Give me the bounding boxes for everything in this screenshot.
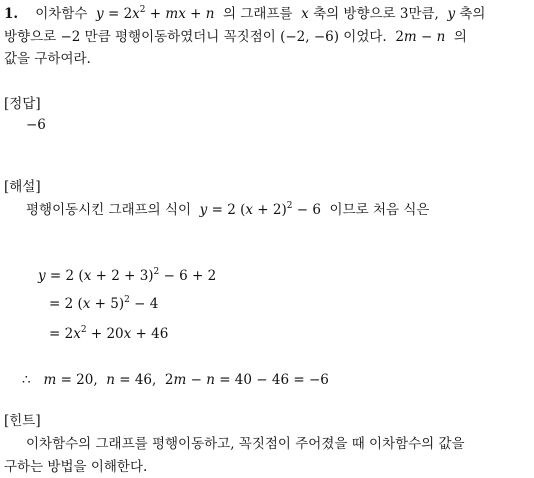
conclusion: ∴ m = 20, n = 46, 2m − n = 40 − 46 = −6: [22, 372, 329, 388]
problem-text-c: 축의 방향으로 3만큼,: [313, 6, 439, 22]
problem-number: 1.: [4, 6, 19, 22]
problem-line-3: [4, 49, 91, 69]
problem-text-g: 값을 구하여라.: [4, 51, 91, 67]
hint-line-2: 구하는 방법을 이해한다.: [4, 459, 148, 475]
problem-text-a: 이차함수: [35, 6, 88, 22]
problem-line-1: 1. 이차함수 $y = 2x^2$ + mx + n 의 그래프를 x 축의 방향으로 3만큼, y 축의: [4, 5, 486, 22]
expr-2m-n: 2m − n: [395, 29, 446, 45]
explanation-intro: [26, 200, 429, 220]
problem-text-b: 의 그래프를: [223, 6, 293, 22]
explanation-header: [해설]: [4, 179, 41, 195]
hint-line-1: 이차함수의 그래프를 평행이동하고, 꼭짓점이 주어졌을 때 이차함수의 값을: [26, 436, 465, 452]
problem-text-f: 의: [453, 29, 467, 45]
equation-translated: y = 2 $(x + 2)^2 - 6$: [199, 201, 321, 218]
explanation-intro-b: 이므로 처음 식은: [329, 202, 430, 218]
answer-header: [정답]: [4, 96, 41, 112]
problem-line-2: [4, 27, 467, 47]
hint-header: [힌트]: [4, 413, 41, 429]
derivation-step-2: = 2 $(x + 5)^2 - 4$: [49, 295, 159, 312]
explanation-intro-a: 평행이동시킨 그래프의 식이: [26, 202, 192, 218]
derivation-step-1: y = 2 $(x + 2 + 3)^2 - 6 + 2$: [38, 267, 217, 284]
answer-value: −6: [26, 117, 46, 133]
equation-original: y: [96, 6, 104, 22]
therefore-symbol: ∴: [22, 372, 31, 388]
derivation-step-3: = $2x^2 + 20x + 46$: [49, 325, 169, 342]
problem-text-d: 축의: [459, 6, 486, 22]
problem-text-e: 방향으로 −2 만큼 평행이동하였더니 꼭짓점이 (−2, −6) 이었다.: [4, 29, 387, 45]
